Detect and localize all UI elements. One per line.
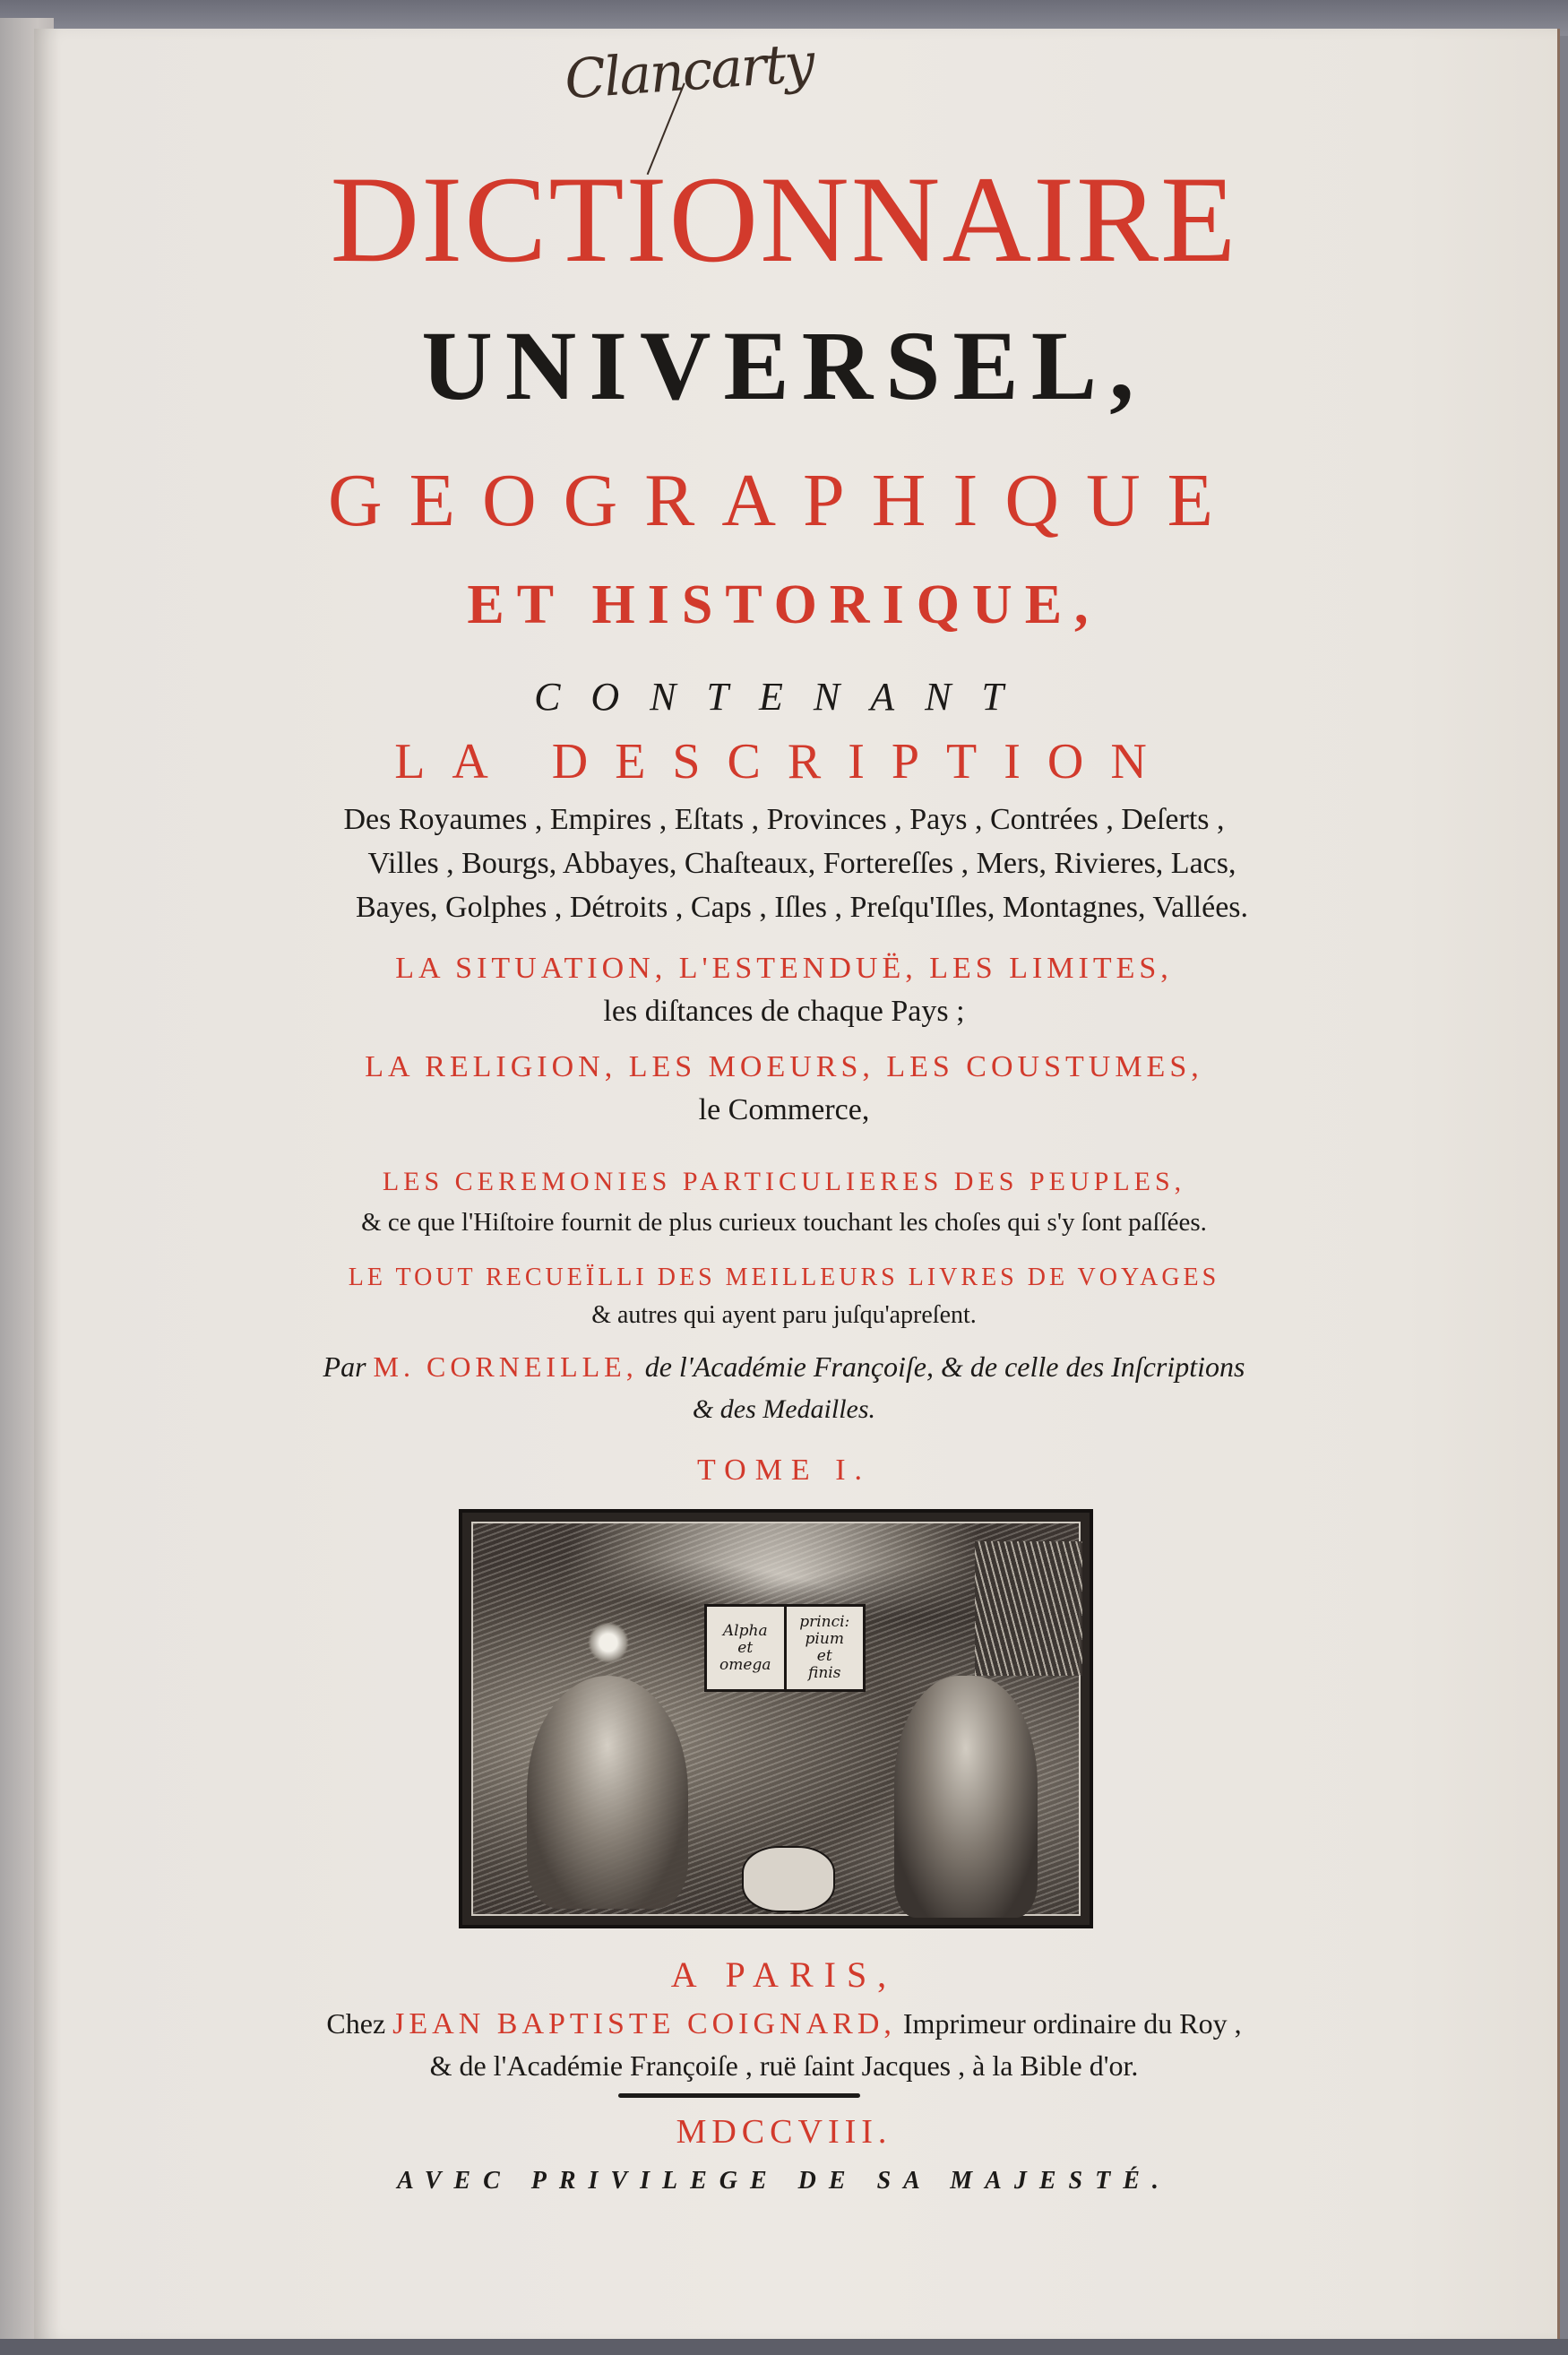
book-left-page: [707, 1607, 784, 1689]
commerce-line: le Commerce,: [698, 1093, 870, 1126]
description-line-2: Villes , Bourgs, Abbayes, Chaſteaux, Fortereſſes , Mers, Rivieres, Lacs,: [367, 847, 1236, 880]
description-line-3: Bayes, Golphes , Détroits , Caps , Iſles , Preſqu'Iſles, Montagnes, Vallées.: [355, 891, 1249, 924]
monstrance-icon: [588, 1622, 629, 1663]
contenant-heading: CONTENANT: [534, 675, 1034, 719]
author-name: M. CORNEILLE,: [373, 1350, 638, 1383]
book-text: omega: [719, 1655, 771, 1674]
volume-number: TOME I.: [696, 1454, 872, 1487]
veiled-figure: [894, 1676, 1038, 1918]
book-text: Alpha: [722, 1621, 768, 1640]
title-historique: ET HISTORIQUE,: [467, 574, 1101, 635]
printer-name: JEAN BAPTISTE COIGNARD,: [392, 2007, 896, 2040]
author-affiliation-2: & des Medailles.: [692, 1394, 876, 1424]
fire-illustration: [975, 1541, 1082, 1676]
book-right-page: [784, 1607, 864, 1689]
autres-line: & autres qui ayent paru juſqu'apreſent.: [591, 1301, 977, 1329]
ceremonies-heading: LES CEREMONIES PARTICULIERES DES PEUPLES,: [382, 1167, 1186, 1196]
religion-heading: LA RELIGION, LES MOEURS, LES COUSTUMES,: [365, 1050, 1203, 1083]
title-dictionnaire: DICTIONNAIRE: [330, 151, 1238, 288]
author-affiliation: de l'Académie Françoiſe, & de celle des Inſcriptions: [644, 1350, 1245, 1383]
printer-role: Imprimeur ordinaire du Roy ,: [902, 2007, 1242, 2040]
woodcut-engraving: [471, 1522, 1081, 1916]
description-heading: LA DESCRIPTION: [394, 734, 1174, 789]
book-text: finis: [808, 1664, 841, 1682]
seated-angel-figure: [527, 1676, 688, 1909]
recueilli-heading: LE TOUT RECUEÏLLI DES MEILLEURS LIVRES DE VOYAGES: [348, 1264, 1220, 1291]
open-book-illustration: [704, 1604, 866, 1692]
histoire-line: & ce que l'Hiſtoire fournit de plus curieux touchant les choſes qui s'y ſont paſſées.: [361, 1208, 1207, 1237]
woodcut-vignette: [459, 1509, 1093, 1928]
publication-date: MDCCVIII.: [676, 2113, 892, 2151]
imprint-city: A PARIS,: [670, 1954, 898, 1995]
divider-rule: [618, 2093, 860, 2098]
distances-line: les diſtances de chaque Pays ;: [603, 995, 965, 1028]
description-line-1: Des Royaumes , Empires , Eſtats , Provinces , Pays , Contrées , Deſerts ,: [343, 803, 1225, 836]
situation-heading: LA SITUATION, L'ESTENDUË, LES LIMITES,: [395, 952, 1173, 985]
imprint-printer-line: [0, 2007, 1568, 2041]
imprint-address: & de l'Académie Françoiſe , ruë ſaint Jacques , à la Bible d'or.: [429, 2049, 1139, 2082]
owner-signature: Clancarty: [562, 31, 815, 112]
par-label: Par: [323, 1350, 366, 1383]
royal-privilege: AVEC PRIVILEGE DE SA MAJESTÉ.: [397, 2167, 1171, 2195]
title-universel: UNIVERSEL,: [421, 311, 1147, 420]
chez-label: Chez: [326, 2007, 386, 2040]
book-text: princi:: [799, 1613, 850, 1631]
author-line: [0, 1350, 1568, 1384]
book-text: et: [816, 1647, 832, 1665]
monogram-cartouche: [742, 1846, 835, 1912]
book-text: pium: [805, 1630, 844, 1648]
book-text: et: [737, 1638, 754, 1657]
title-geographique: GEOGRAPHIQUE: [328, 459, 1240, 542]
